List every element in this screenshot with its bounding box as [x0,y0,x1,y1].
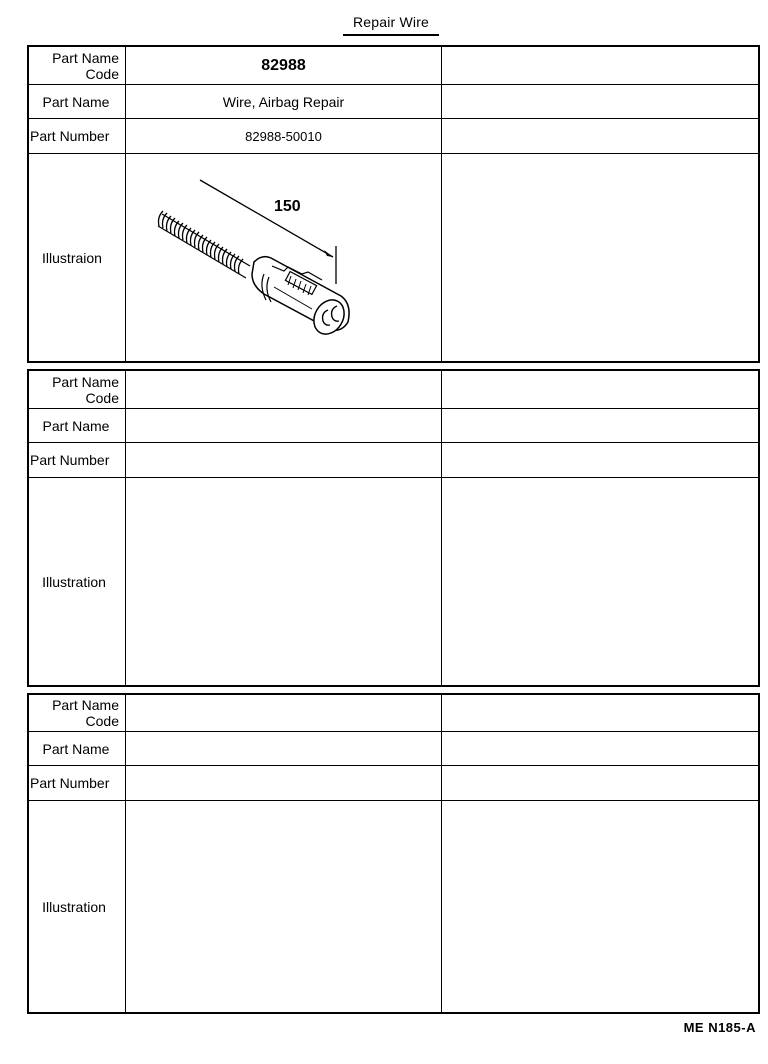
value-part-name [126,732,442,765]
row-part-name [29,732,758,766]
extra-cell [442,119,758,153]
row-part-name-code [29,47,758,85]
row-illustration [29,154,758,361]
dimension-label: 150 [274,198,301,215]
illustration-cell [126,154,442,361]
extra-cell [442,443,758,477]
extra-cell [442,154,758,361]
value-part-name-code [126,371,442,408]
value-part-name-code: 82988 [126,47,442,84]
label-part-name: Part Name [29,85,126,118]
extra-cell [442,732,758,765]
label-line-1: Part Name [52,697,119,713]
value-part-name-code [126,695,442,731]
label-line-1: Part Name [52,49,119,66]
row-illustration [29,801,758,1012]
page-title: Repair Wire [343,14,439,36]
label-illustration: Illustration [29,801,126,1012]
extra-cell [442,85,758,118]
row-part-name-code [29,371,758,409]
row-part-number [29,766,758,801]
label-part-name: Part Name [29,732,126,765]
extra-cell [442,409,758,442]
extra-cell [442,478,758,685]
label-part-number: Part Number [29,119,126,153]
label-part-name-code [29,47,126,84]
extra-cell [442,47,758,84]
label-illustration: Illustraion [29,154,126,361]
extra-cell [442,371,758,408]
illustration-cell [126,801,442,1012]
label-part-name-code [29,695,126,731]
row-part-number [29,119,758,154]
part-table-2 [27,369,760,687]
part-table-1 [27,45,760,363]
row-part-name-code [29,695,758,732]
label-line-2: Code [85,65,119,82]
row-part-number [29,443,758,478]
extra-cell [442,801,758,1012]
row-part-name [29,409,758,443]
label-line-2: Code [85,713,119,729]
extra-cell [442,766,758,800]
label-line-1: Part Name [52,373,119,390]
part-table-3 [27,693,760,1014]
label-part-name: Part Name [29,409,126,442]
value-part-name: Wire, Airbag Repair [126,85,442,118]
row-illustration [29,478,758,685]
extra-cell [442,695,758,731]
document-code: ME N185-A [683,1020,756,1035]
value-part-number [126,443,442,477]
label-illustration: Illustration [29,478,126,685]
repair-wire-illustration [126,154,441,361]
label-line-2: Code [85,389,119,406]
label-part-name-code [29,371,126,408]
label-part-number: Part Number [29,443,126,477]
value-part-number: 82988-50010 [126,119,442,153]
value-part-number [126,766,442,800]
repair-wire-drawing-icon [126,154,442,361]
illustration-cell [126,478,442,685]
row-part-name [29,85,758,119]
label-part-number: Part Number [29,766,126,800]
value-part-name [126,409,442,442]
